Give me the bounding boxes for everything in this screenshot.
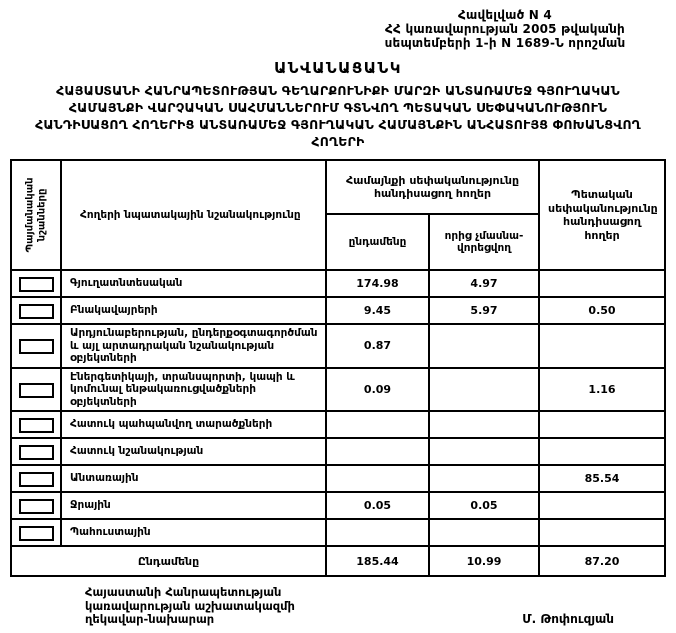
row-total-value	[326, 465, 429, 492]
row-state-value	[539, 411, 665, 438]
column-header-community-group: Համայնքի սեփականությունը հանդիսացող հողեր	[326, 160, 539, 214]
table-row-protected-areas	[11, 411, 665, 438]
column-header-symbols	[11, 160, 61, 270]
document-subtitle	[0, 82, 676, 150]
table-row-industrial	[11, 324, 665, 368]
column-header-state: Պետական սեփականությունը հանդիսացող հողեր	[539, 160, 665, 270]
row-state-value: 85.54	[539, 465, 665, 492]
table-row-special-purpose	[11, 438, 665, 465]
row-total-value	[326, 519, 429, 546]
total-row-nonprivatizable-value: 10.99	[429, 546, 539, 576]
row-label: Անտառային	[61, 465, 326, 492]
legend-box	[19, 277, 54, 292]
row-label: Պահուստային	[61, 519, 326, 546]
total-row-label: Ընդամենը	[11, 546, 326, 576]
legend-cell	[11, 270, 61, 297]
signatory-name: Մ. Թոփուզյան	[522, 611, 614, 626]
row-total-value: 0.09	[326, 368, 429, 412]
legend-box	[19, 383, 54, 398]
page-title: ԱՆՎԱՆԱՑԱՆԿ	[274, 59, 402, 77]
column-header-total: ընդամենը	[326, 214, 429, 270]
row-state-value: 0.50	[539, 297, 665, 324]
legend-box	[19, 499, 54, 514]
row-total-value	[326, 438, 429, 465]
column-header-non-privatizable: որից չմասնա- վորեցվող	[429, 214, 539, 270]
row-label: Հատուկ նշանակության	[61, 438, 326, 465]
row-nonprivatizable-value	[429, 368, 539, 412]
total-row-state-value: 87.20	[539, 546, 665, 576]
table-row-water	[11, 492, 665, 519]
legend-cell	[11, 492, 61, 519]
legend-cell	[11, 297, 61, 324]
table-row-infrastructure	[11, 368, 665, 412]
table-row-reserve	[11, 519, 665, 546]
legend-box	[19, 472, 54, 487]
legend-box	[19, 418, 54, 433]
row-nonprivatizable-value	[429, 411, 539, 438]
row-nonprivatizable-value	[429, 438, 539, 465]
row-state-value	[539, 438, 665, 465]
row-state-value: 1.16	[539, 368, 665, 412]
row-label: Գյուղատնտեսական	[61, 270, 326, 297]
row-state-value	[539, 270, 665, 297]
row-label: Բնակավայրերի	[61, 297, 326, 324]
table-row-agricultural	[11, 270, 665, 297]
row-total-value: 0.05	[326, 492, 429, 519]
appendix-line-2: ՀՀ կառավարության 2005 թվականի	[385, 22, 625, 36]
row-total-value: 9.45	[326, 297, 429, 324]
legend-box	[19, 304, 54, 319]
row-nonprivatizable-value	[429, 324, 539, 368]
row-state-value	[539, 519, 665, 546]
land-allocation-table	[10, 159, 666, 577]
appendix-reference	[340, 8, 670, 50]
row-nonprivatizable-value: 5.97	[429, 297, 539, 324]
signatory-title	[85, 586, 295, 627]
signature-block	[85, 586, 614, 627]
row-total-value: 174.98	[326, 270, 429, 297]
legend-cell	[11, 324, 61, 368]
row-nonprivatizable-value: 0.05	[429, 492, 539, 519]
legend-box	[19, 445, 54, 460]
row-state-value	[539, 324, 665, 368]
table-total-row	[11, 546, 665, 576]
subtitle-line-3: ՀԱՆԴԻՍԱՑՈՂ ՀՈՂԵՐԻՑ ԱՆՏԱՌԱՄԵՋ ԳՅՈՒՂԱԿԱՆ ՀԱՄԱՅՆՔԻՆ ԱՆՀԱՏՈՒՅՑ ՓՈԽԱՆՑՎՈՂ	[35, 117, 641, 132]
row-nonprivatizable-value	[429, 519, 539, 546]
legend-cell	[11, 519, 61, 546]
row-nonprivatizable-value: 4.97	[429, 270, 539, 297]
legend-cell	[11, 411, 61, 438]
legend-box	[19, 339, 54, 354]
subtitle-line-2: ՀԱՄԱՅՆՔԻ ՎԱՐՉԱԿԱՆ ՍԱՀՄԱՆՆԵՐՈՒՄ ԳՏՆՎՈՂ ՊԵՏԱԿԱՆ ՍԵՓԱԿԱՆՈՒԹՅՈՒՆ	[68, 100, 608, 115]
subtitle-line-4: ՀՈՂԵՐԻ	[311, 134, 365, 149]
row-state-value	[539, 492, 665, 519]
signatory-title-line-1: Հայաստանի Հանրապետության	[85, 585, 282, 599]
symbols-header-label: Պայմանական նշանները	[24, 177, 47, 253]
row-total-value	[326, 411, 429, 438]
column-header-purpose: Հողերի նպատակային նշանակությունը	[61, 160, 326, 270]
total-row-total-value: 185.44	[326, 546, 429, 576]
legend-cell	[11, 465, 61, 492]
row-label: Էներգետիկայի, տրանսպորտի, կապի և կոմունալ ենթակառուցվածքների օբյեկտների	[61, 368, 326, 412]
signatory-title-line-3: ղեկավար-նախարար	[85, 612, 215, 626]
appendix-line-1: Հավելված N 4	[458, 8, 552, 22]
table-row-forest	[11, 465, 665, 492]
legend-cell	[11, 368, 61, 412]
appendix-line-3: սեպտեմբերի 1-ի N 1689-Ն որոշման	[384, 36, 626, 50]
row-label: Արդյունաբերության, ընդերքօգտագործման և այլ արտադրական նշանակության օբյեկտների	[61, 324, 326, 368]
row-total-value: 0.87	[326, 324, 429, 368]
subtitle-line-1: ՀԱՅԱՍՏԱՆԻ ՀԱՆՐԱՊԵՏՈՒԹՅԱՆ ԳԵՂԱՐՔՈՒՆԻՔԻ ՄԱՐԶԻ ԱՆՏԱՌԱՄԵՋ ԳՅՈՒՂԱԿԱՆ	[56, 83, 620, 98]
legend-cell	[11, 438, 61, 465]
row-nonprivatizable-value	[429, 465, 539, 492]
table-row-residential	[11, 297, 665, 324]
row-label: Ջրային	[61, 492, 326, 519]
row-label: Հատուկ պահպանվող տարածքների	[61, 411, 326, 438]
header-row-1	[11, 160, 665, 214]
signatory-title-line-2: կառավարության աշխատակազմի	[85, 598, 295, 613]
legend-box	[19, 526, 54, 541]
